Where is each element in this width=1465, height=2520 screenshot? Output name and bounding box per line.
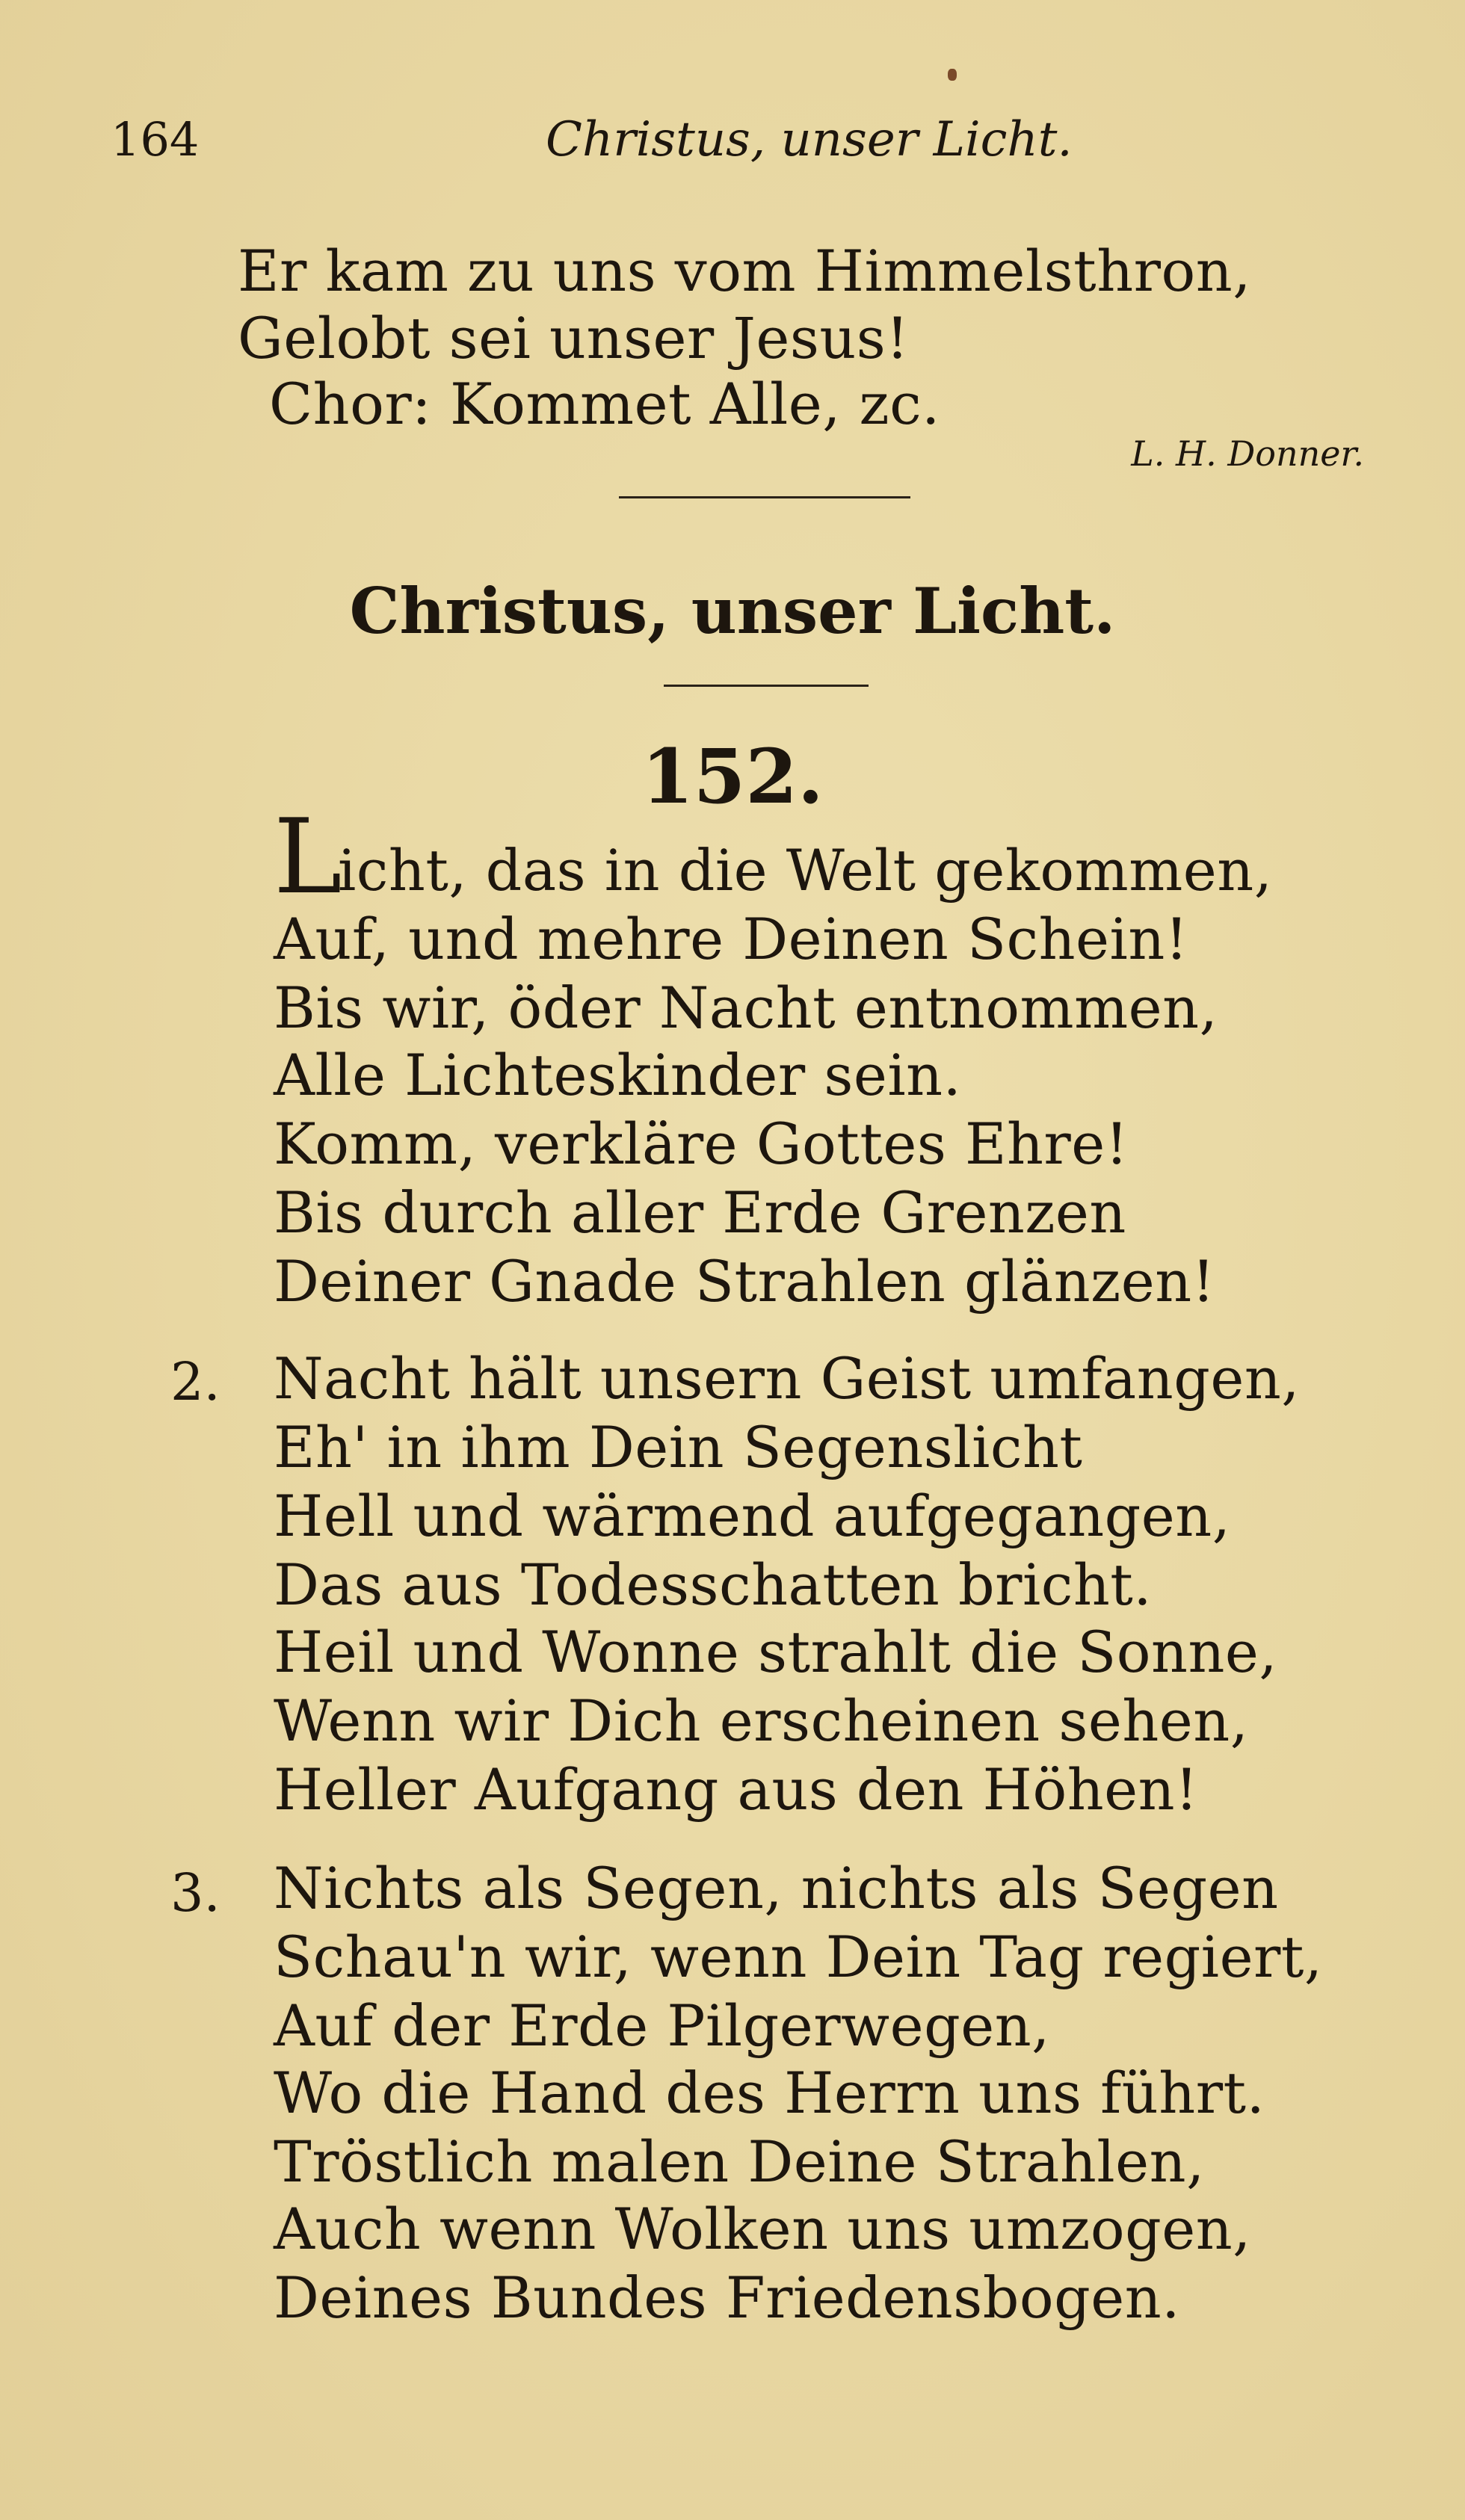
verse-line: Wo die Hand des Herrn uns führt. xyxy=(274,2060,1265,2126)
verse-line: Schau'n wir, wenn Dein Tag regiert, xyxy=(274,1924,1323,1990)
section-divider xyxy=(619,496,910,498)
previous-hymn-attribution: L. H. Donner. xyxy=(1131,433,1364,474)
drop-cap: L xyxy=(274,797,342,917)
verse-line: Hell und wärmend aufgegangen, xyxy=(274,1483,1231,1549)
verse-line: Das aus Todesschatten bricht. xyxy=(274,1551,1152,1618)
verse-line: Komm, verkläre Gottes Ehre! xyxy=(274,1111,1129,1177)
verse-line: Auf der Erde Pilgerwegen, xyxy=(274,1992,1050,2059)
verse-line: Heil und Wonne strahlt die Sonne, xyxy=(274,1619,1278,1685)
stanza-number: 3. xyxy=(170,1862,220,1924)
verse-line: Tröstlich malen Deine Strahlen, xyxy=(274,2128,1205,2195)
ink-speck xyxy=(948,69,957,81)
verse-line: icht, das in die Welt gekommen, xyxy=(338,837,1273,904)
running-head: Christus, unser Licht. xyxy=(546,112,1073,167)
title-divider xyxy=(664,685,869,687)
verse-line: Auch wenn Wolken uns umzogen, xyxy=(274,2196,1251,2262)
verse-line: Deiner Gnade Strahlen glänzen! xyxy=(274,1248,1215,1315)
previous-hymn-line: Gelobt sei unser Jesus! xyxy=(238,305,910,371)
verse-line: Wenn wir Dich erscheinen sehen, xyxy=(274,1687,1249,1754)
verse-line: Alle Lichteskinder sein. xyxy=(274,1042,962,1108)
page-number: 164 xyxy=(111,112,200,167)
verse-line: Eh' in ihm Dein Segenslicht xyxy=(274,1414,1083,1480)
previous-hymn-line: Er kam zu uns vom Himmelsthron, xyxy=(238,238,1251,304)
verse-line: Heller Aufgang aus den Höhen! xyxy=(274,1756,1199,1823)
verse-line: Deines Bundes Friedensbogen. xyxy=(274,2264,1180,2331)
verse-line: Nacht hält unsern Geist umfangen, xyxy=(274,1345,1300,1412)
verse-line: Auf, und mehre Deinen Schein! xyxy=(274,906,1188,972)
verse-line: Bis durch aller Erde Grenzen xyxy=(274,1179,1126,1246)
previous-hymn-chorus: Chor: Kommet Alle, zc. xyxy=(269,371,940,437)
verse-line: Bis wir, öder Nacht entnommen, xyxy=(274,975,1218,1041)
section-title: Christus, unser Licht. xyxy=(349,574,1116,648)
verse-line: Nichts als Segen, nichts als Segen xyxy=(274,1855,1279,1921)
stanza-number: 2. xyxy=(170,1351,220,1412)
hymn-number: 152. xyxy=(641,732,824,821)
